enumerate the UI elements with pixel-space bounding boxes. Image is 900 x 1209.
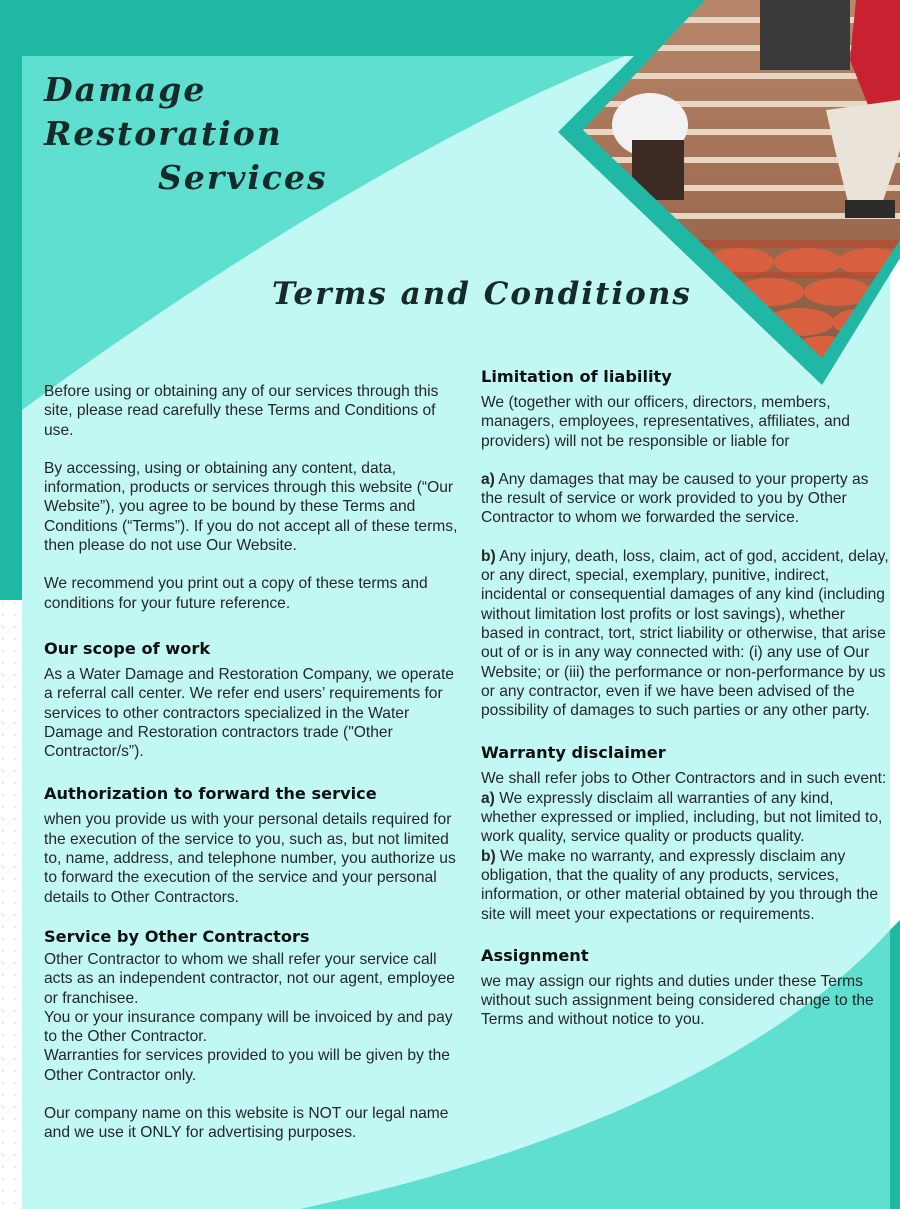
warranty-item-a xyxy=(481,789,891,847)
brand-title-line1: Damage Restoration xyxy=(44,70,283,153)
warranty-item-b-marker: b) xyxy=(481,847,496,865)
intro-paragraph-3: We recommend you print out a copy of these terms and conditions for your future reference. xyxy=(44,575,428,612)
assignment-heading: Assignment xyxy=(481,945,589,965)
scope-body: As a Water Damage and Restoration Company, we operate a referral call center. We refer end users’ requirements for services to other contractors specialized in the Water Damage and Restoration contractors trade ("Other Contractor/s”). xyxy=(44,665,454,761)
brand-title xyxy=(44,68,444,200)
authorization-heading: Authorization to forward the service xyxy=(44,784,377,804)
service-paragraph-3: Warranties for services provided to you will be given by the Other Contractor only. xyxy=(44,1047,450,1084)
warranty-item-b-text: We make no warranty, and expressly disclaim any obligation, that the quality of any products, services, information, or other material obtained by you through the site will meet your expectations or requirements. xyxy=(481,847,879,923)
liability-item-a xyxy=(481,470,891,528)
service-paragraph-2: You or your insurance company will be invoiced by and pay to the Other Contractor. xyxy=(44,1008,453,1046)
service-paragraph-4: Our company name on this website is NOT our legal name and we use it ONLY for advertising purposes. xyxy=(44,1105,449,1142)
scope-heading: Our scope of work xyxy=(44,638,211,658)
liability-heading: Limitation of liability xyxy=(481,367,672,386)
page-title: Terms and Conditions xyxy=(272,276,692,312)
warranty-intro: We shall refer jobs to Other Contractors and in such event: xyxy=(481,770,887,788)
brand-title-line2: Services xyxy=(158,158,328,197)
authorization-body: when you provide us with your personal details required for the execution of the service to you, such as, but not limited to, name, address, and telephone number, you authorize us to forward the execution of the service and your personal details to Other Contractors. xyxy=(44,811,456,906)
liability-item-b xyxy=(481,547,891,721)
intro-paragraph-2: By accessing, using or obtaining any content, data, information, products or services through this website (“Our Website”), you agree to be bound by these Terms and Conditions (“Terms”). If you do not accept all of these terms, then please do not use Our Website. xyxy=(44,459,458,555)
warranty-heading: Warranty disclaimer xyxy=(481,743,666,763)
warranty-item-b xyxy=(481,847,891,924)
liability-item-a-text: Any damages that may be caused to your property as the result of service or work provided to you by Other Contractor to whom we forwarded the service. xyxy=(481,470,869,527)
liability-item-b-marker: b) xyxy=(481,547,496,565)
liability-intro: We (together with our officers, directors, members, managers, employees, representatives, affiliates, and providers) will not be responsible or liable for xyxy=(481,394,850,450)
intro-paragraph-1: Before using or obtaining any of our services through this site, please read carefully these Terms and Conditions of use. xyxy=(44,383,439,439)
warranty-item-a-marker: a) xyxy=(481,789,495,807)
service-heading: Service by Other Contractors xyxy=(44,926,310,946)
assignment-body: we may assign our rights and duties under these Terms without such assignment being considered change to the Terms and without notice to you. xyxy=(481,972,874,1029)
warranty-item-a-text: We expressly disclaim all warranties of any kind, whether expressed or implied, including, but not limited to, work quality, service quality or products quality. xyxy=(481,789,883,846)
liability-item-a-marker: a) xyxy=(481,470,495,488)
liability-item-b-text: Any injury, death, loss, claim, act of god, accident, delay, or any direct, special, exemplary, punitive, indirect, incidental or consequential damages of any kind (including without limitation lost profits or lost savings), whether based in contract, tort, strict liability or otherwise, that arise out of or is in any way connected with: (i) any use of Our Website; or (iii) the performance or non-performance by us or any contractor, even if we have been advised of the possibility of damages to such parties or any other party. xyxy=(481,547,889,720)
right-column xyxy=(481,367,891,1049)
left-column xyxy=(44,382,464,1162)
service-paragraph-1: Other Contractor to whom we shall refer your service call acts as an independent contractor, not our agent, employee or franchisee. xyxy=(44,950,455,1007)
